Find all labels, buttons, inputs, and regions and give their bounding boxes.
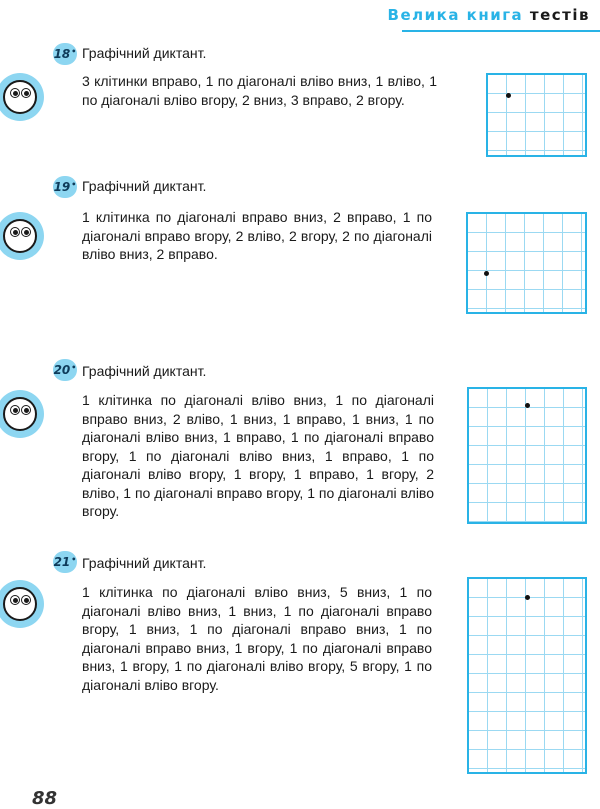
- exercise-instructions: 1 клітинка по діагоналі вправо вниз, 2 вправо, 1 по діагоналі вправо вгору, 2 вліво, 2 вгору, 2 по діагоналі вліво вниз, 2 вправо.: [82, 209, 432, 262]
- drawing-grid[interactable]: [486, 73, 587, 157]
- exercise-number-badge: 21 •: [53, 551, 77, 573]
- exercise-number-badge: 20 •: [53, 359, 77, 381]
- start-dot: [506, 93, 511, 98]
- exercise-title: Графічний диктант.: [82, 363, 207, 379]
- exercise-number: 21: [53, 555, 71, 569]
- page-number: 88: [32, 788, 58, 809]
- exercise-number-badge: 18 •: [53, 43, 77, 65]
- exercise-instructions: 1 клітинка по діагоналі вліво вниз, 5 вниз, 1 по діагоналі вліво вниз, 1 вниз, 1 по діагоналі вправо вгору, 1 вниз, 1 по діагоналі вправо вниз, 1 по діагоналі вправо вниз, 1 вгору, 1 по діагоналі вправо вниз, 1 вгору, 1 по діагоналі вліво вгору, 5 вгору, 1 по діагоналі вліво вгору.: [82, 584, 432, 693]
- face-icon: [0, 390, 44, 438]
- exercise-instructions: 1 клітинка по діагоналі вліво вниз, 1 по діагоналі вправо вниз, 2 вліво, 1 вниз, 1 вправо, 1 вниз, 1 по діагоналі вліво вниз, 1 вправо, 1 по діагоналі вправо вгору, 1 по діагоналі вліво вниз, 1 вправо, 1 по діагоналі вліво вгору, 1 вгору, 1 вправо, 1 вгору, 2 вліво, 1 по діагоналі вправо вгору, 1 по діагоналі вліво вгору.: [82, 392, 434, 519]
- face-icon: [0, 73, 44, 121]
- drawing-grid[interactable]: [467, 577, 587, 774]
- book-title-part1: Велика книга: [387, 6, 524, 24]
- start-dot: [525, 595, 530, 600]
- exercise-title: Графічний диктант.: [82, 555, 207, 571]
- face-icon: [0, 580, 44, 628]
- exercise-title: Графічний диктант.: [82, 178, 207, 194]
- exercise-instructions: 3 клітинки вправо, 1 по діагоналі вліво вниз, 1 вліво, 1 по діагоналі вліво вгору, 2 вниз, 3 вправо, 2 вгору.: [82, 73, 437, 108]
- book-title-part2: тестів: [523, 6, 590, 24]
- exercise-number: 18: [53, 47, 71, 61]
- header-underline: [402, 30, 600, 32]
- exercise-number-badge: 19 •: [53, 176, 77, 198]
- start-dot: [484, 271, 489, 276]
- exercise-number: 19: [53, 180, 71, 194]
- exercise-number: 20: [53, 363, 71, 377]
- book-title: [388, 6, 590, 24]
- exercise-title: Графічний диктант.: [82, 45, 207, 61]
- start-dot: [525, 403, 530, 408]
- face-icon: [0, 212, 44, 260]
- drawing-grid[interactable]: [466, 212, 587, 314]
